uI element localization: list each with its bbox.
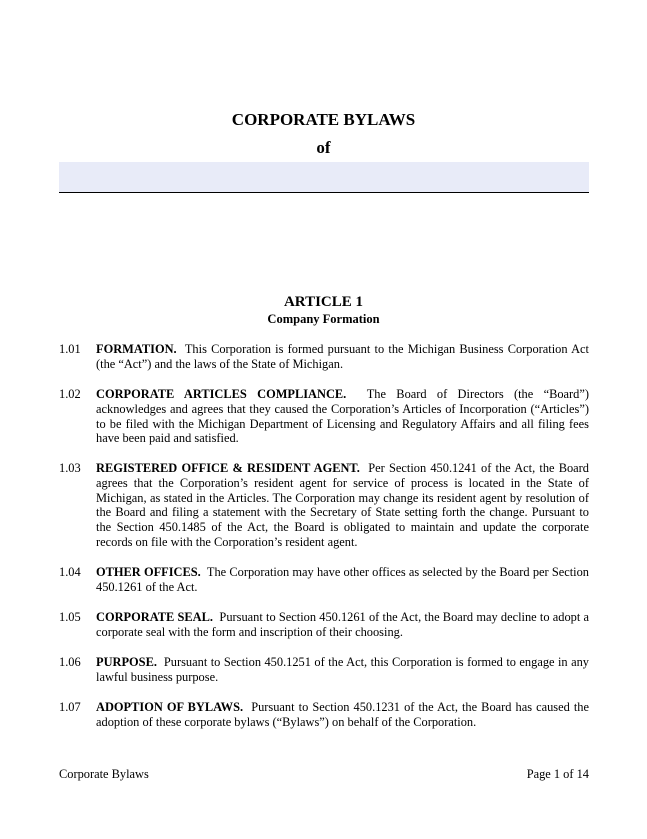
- section-heading: FORMATION.: [96, 342, 177, 356]
- section-text: The Board of Directors (the “Board”) acknowledges and agrees that they caused the Corporation’s Articles of Incorporation (“Articles”) to be filed with the Michigan Department of Licensing and Regulatory Affairs and all filing fees have been paid and satisfied.: [96, 387, 589, 446]
- section-heading: REGISTERED OFFICE & RESIDENT AGENT.: [96, 461, 360, 475]
- section-text: Pursuant to Section 450.1251 of the Act, this Corporation is formed to engage in any lawful business purpose.: [96, 655, 589, 684]
- section-1-03: [59, 461, 589, 550]
- section-1-04: [59, 565, 589, 595]
- section-heading: CORPORATE SEAL.: [96, 610, 213, 624]
- section-text: Per Section 450.1241 of the Act, the Board agrees that the Corporation’s resident agent for service of process is located in the State of Michigan, as stated in the Articles. The Corporation may change its resident agent by resolution of the Board and filing a statement with the Secretary of State setting forth the change. Pursuant to the Section 450.1485 of the Act, the Board is obligated to maintain and update the corporate records on file with the Corporation’s resident agent.: [96, 461, 589, 549]
- section-1-05: [59, 610, 589, 640]
- footer-document-name: Corporate Bylaws: [59, 767, 149, 781]
- section-1-06: [59, 655, 589, 685]
- section-number: 1.06: [59, 655, 81, 669]
- section-number: 1.04: [59, 565, 81, 579]
- section-heading: PURPOSE.: [96, 655, 157, 669]
- section-body: [96, 610, 589, 640]
- section-heading: ADOPTION OF BYLAWS.: [96, 700, 244, 714]
- page-title: CORPORATE BYLAWS: [231, 110, 416, 129]
- section-number: 1.03: [59, 461, 81, 475]
- section-text: Pursuant to Section 450.1261 of the Act, the Board may decline to adopt a corporate seal with the form and inscription of their choosing.: [96, 610, 590, 639]
- section-text: This Corporation is formed pursuant to the Michigan Business Corporation Act (the “Act”) and the laws of the State of Michigan.: [96, 342, 589, 371]
- section-number: 1.05: [59, 610, 81, 624]
- section-number: 1.07: [59, 700, 81, 714]
- page-subtitle: of: [316, 138, 331, 157]
- section-1-02: [59, 387, 589, 446]
- section-body: [96, 655, 589, 685]
- section-number: 1.02: [59, 387, 81, 401]
- section-body: [96, 387, 589, 446]
- section-heading: OTHER OFFICES.: [96, 565, 201, 579]
- section-body: [96, 461, 589, 550]
- article-subheading: Company Formation: [267, 312, 380, 326]
- corporation-name-field[interactable]: [59, 162, 589, 193]
- section-body: [96, 700, 589, 730]
- section-heading: CORPORATE ARTICLES COMPLIANCE.: [96, 387, 347, 401]
- footer-page-number: Page 1 of 14: [526, 767, 589, 781]
- section-text: Pursuant to Section 450.1231 of the Act, the Board has caused the adoption of these corporate bylaws (“Bylaws”) on behalf of the Corporation.: [96, 700, 590, 729]
- section-text: The Corporation may have other offices as selected by the Board per Section 450.1261 of the Act.: [96, 565, 589, 594]
- section-1-01: [59, 342, 589, 372]
- section-body: [96, 565, 589, 595]
- article-heading: ARTICLE 1: [283, 294, 364, 310]
- section-body: [96, 342, 589, 372]
- section-number: 1.01: [59, 342, 81, 356]
- section-1-07: [59, 700, 589, 730]
